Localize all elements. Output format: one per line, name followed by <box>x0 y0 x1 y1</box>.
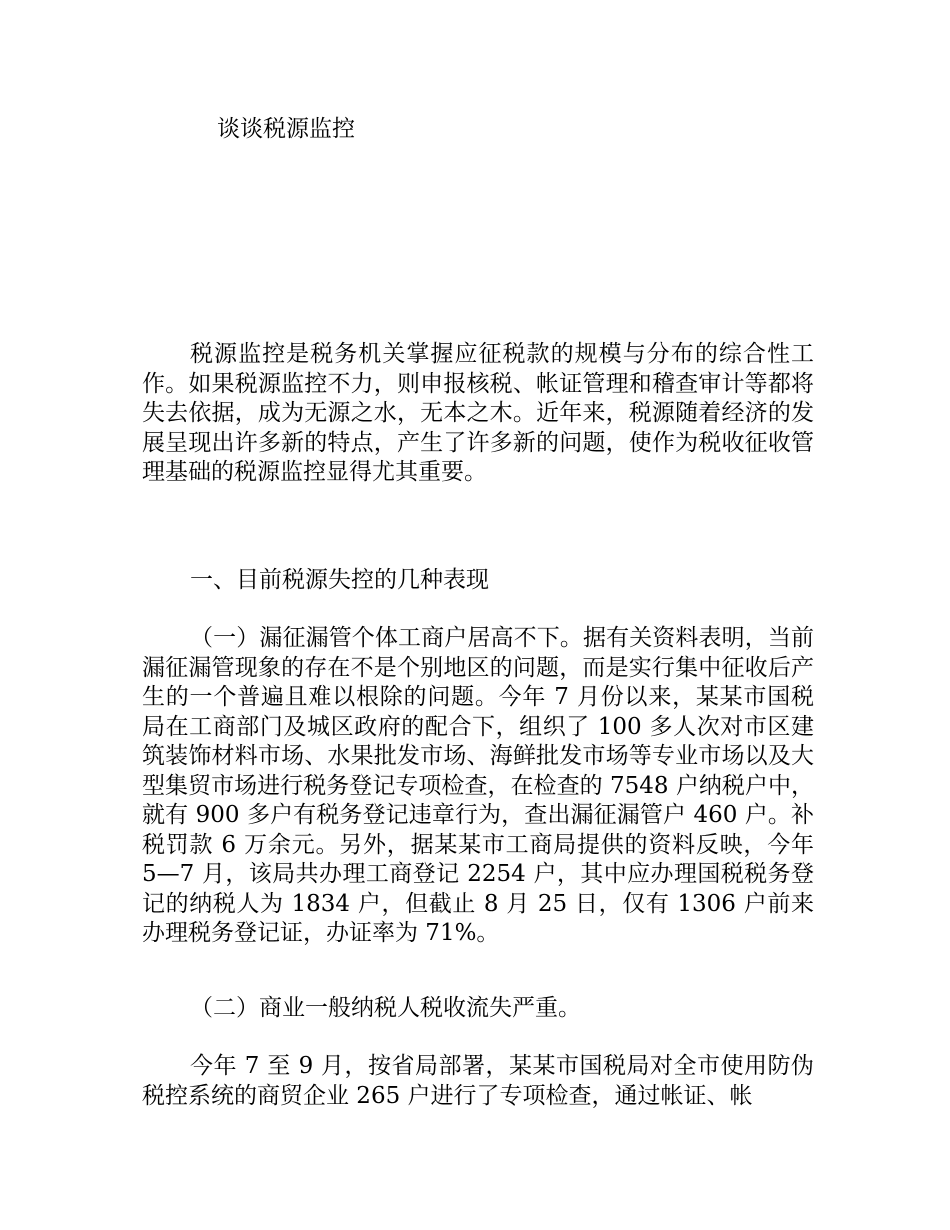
section-heading: 一、目前税源失控的几种表现 <box>190 567 489 593</box>
item2-heading: （二）商业一般纳税人税收流失严重。 <box>190 995 581 1021</box>
item2-paragraph: 今年 7 至 9 月，按省局部署，某某市国税局对全市使用防伪税控系统的商贸企业 265 户进行了专项检查，通过帐证、帐 <box>142 1053 814 1109</box>
item1-paragraph: （一）漏征漏管个体工商户居高不下。据有关资料表明，当前漏征漏管现象的存在不是个别地区的问题，而是实行集中征收后产生的一个普遍且难以根除的问题。今年 7 月份以来，某某市国税局在工商部门及城区政府的配合下，组织了 100 多人次对市区建筑装饰材料市场、水果批发市场、海鲜批发市场等专业市场以及大型集贸市场进行税务登记专项检查，在检查的 7548 户纳税户中，就有 900 多户有税务登记违章行为，查出漏征漏管户 460 户。补税罚款 6 万余元。另外，据某某市工商局提供的资料反映，今年 5—7 月，该局共办理工商登记 2254 户，其中应办理国税税务登记的纳税人为 1834 户，但截止 8 月 25 日，仅有 1306 户前来办理税务登记证，办证率为 71%。 <box>142 625 814 946</box>
document-title: 谈谈税源监控 <box>217 116 355 142</box>
intro-paragraph: 税源监控是税务机关掌握应征税款的规模与分布的综合性工作。如果税源监控不力，则申报核税、帐证管理和稽查审计等都将失去依据，成为无源之水，无本之木。近年来，税源随着经济的发展呈现出许多新的特点，产生了许多新的问题，使作为税收征收管理基础的税源监控显得尤其重要。 <box>142 341 814 485</box>
